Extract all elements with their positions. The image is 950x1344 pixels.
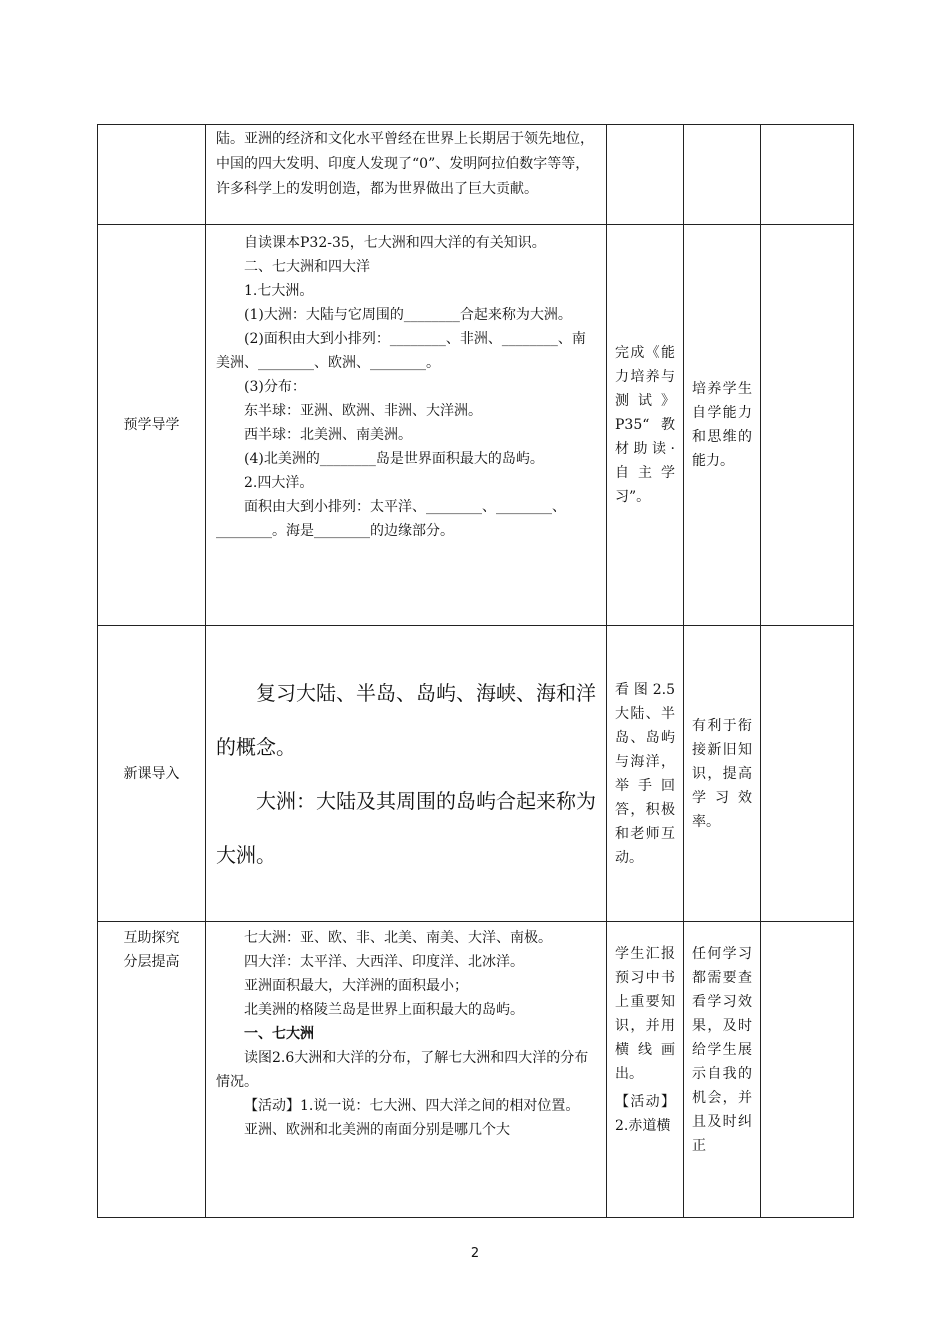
stage-label: 分层提高 — [123, 954, 180, 970]
student-activity-cell — [607, 922, 684, 1218]
student-activity-text: 学生汇报预习中书上重要知识，并用横线画出。 — [615, 946, 675, 1082]
content-line: (1)大洲：大陆与它周围的________合起来称为大洲。 — [244, 307, 572, 323]
section-heading: 一、七大洲 — [244, 1026, 314, 1042]
content-line: 东半球：亚洲、欧洲、非洲、大洋洲。 — [244, 403, 482, 419]
design-purpose-cell — [684, 922, 761, 1218]
notes-cell — [761, 626, 854, 922]
stage-cell — [98, 225, 206, 626]
table-row — [98, 225, 854, 626]
page-number: 2 — [470, 1246, 480, 1261]
student-activity-text: 完成《能力培养与测试》P35“教材助读·自主学习”。 — [615, 345, 675, 505]
content-line: 七大洲：亚、欧、非、北美、南美、大洋、南极。 — [244, 930, 552, 946]
content-line: 陆。亚洲的经济和文化水平曾经在世界上长期居于领先地位，中国的四大发明、印度人发现了“0”、发明阿拉伯数字等等，许多科学上的发明创造，都为世界做出了巨大贡献。 — [216, 131, 594, 197]
student-activity-cell — [607, 626, 684, 922]
design-purpose-cell — [684, 225, 761, 626]
table-row — [98, 125, 854, 225]
stage-cell — [98, 125, 206, 225]
design-purpose-text: 有利于衔接新旧知识，提高学习效率。 — [692, 717, 752, 830]
notes-cell — [761, 125, 854, 225]
stage-cell — [98, 626, 206, 922]
student-activity-cell — [607, 225, 684, 626]
content-line: 亚洲、欧洲和北美洲的南面分别是哪几个大 — [244, 1122, 510, 1138]
content-line: 读图2.6大洲和大洋的分布，了解七大洲和四大洋的分布情况。 — [216, 1050, 589, 1090]
content-cell — [206, 125, 607, 225]
content-line: 北美洲的格陵兰岛是世界上面积最大的岛屿。 — [244, 1002, 524, 1018]
stage-label: 互助探究 — [123, 930, 180, 946]
student-activity-text: 【活动】2.赤道横 — [615, 1094, 675, 1134]
table-row — [98, 626, 854, 922]
lesson-plan-table — [97, 124, 854, 1218]
stage-label: 预学导学 — [123, 417, 180, 433]
content-cell — [206, 626, 607, 922]
content-line: (3)分布： — [244, 379, 306, 395]
content-line: 大洲：大陆及其周围的岛屿合起来称为大洲。 — [216, 788, 596, 867]
design-purpose-text: 任何学习都需要查看学习效果，及时给学生展示自我的机会，并且及时纠正 — [692, 946, 752, 1154]
design-purpose-text: 培养学生自学能力和思维的能力。 — [692, 381, 752, 469]
content-line: 复习大陆、半岛、岛屿、海峡、海和洋的概念。 — [216, 680, 596, 759]
stage-cell — [98, 922, 206, 1218]
stage-label: 新课导入 — [123, 765, 180, 782]
content-line: 四大洋：太平洋、大西洋、印度洋、北冰洋。 — [244, 954, 524, 970]
content-line: 2.四大洋。 — [244, 475, 314, 491]
design-purpose-cell — [684, 626, 761, 922]
content-cell — [206, 225, 607, 626]
content-line: 西半球：北美洲、南美洲。 — [244, 427, 412, 443]
notes-cell — [761, 922, 854, 1218]
content-line: 自读课本P32-35，七大洲和四大洋的有关知识。 — [244, 235, 546, 251]
content-line: 面积由大到小排列：太平洋、________、________、________。海是________的边缘部分。 — [216, 499, 566, 539]
content-line: (2)面积由大到小排列：________、非洲、________、南美洲、________、欧洲、________。 — [216, 331, 586, 371]
content-line: (4)北美洲的________岛是世界面积最大的岛屿。 — [244, 451, 544, 467]
content-line: 二、七大洲和四大洋 — [244, 259, 370, 275]
content-line: 1.七大洲。 — [244, 283, 314, 299]
notes-cell — [761, 225, 854, 626]
design-purpose-cell — [684, 125, 761, 225]
table-row — [98, 922, 854, 1218]
student-activity-cell — [607, 125, 684, 225]
content-line: 【活动】1.说一说：七大洲、四大洋之间的相对位置。 — [244, 1098, 580, 1114]
content-line: 亚洲面积最大，大洋洲的面积最小； — [244, 978, 468, 994]
content-cell — [206, 922, 607, 1218]
student-activity-text: 看图2.5大陆、半岛、岛屿与海洋，举手回答，积极和老师互动。 — [615, 681, 675, 866]
